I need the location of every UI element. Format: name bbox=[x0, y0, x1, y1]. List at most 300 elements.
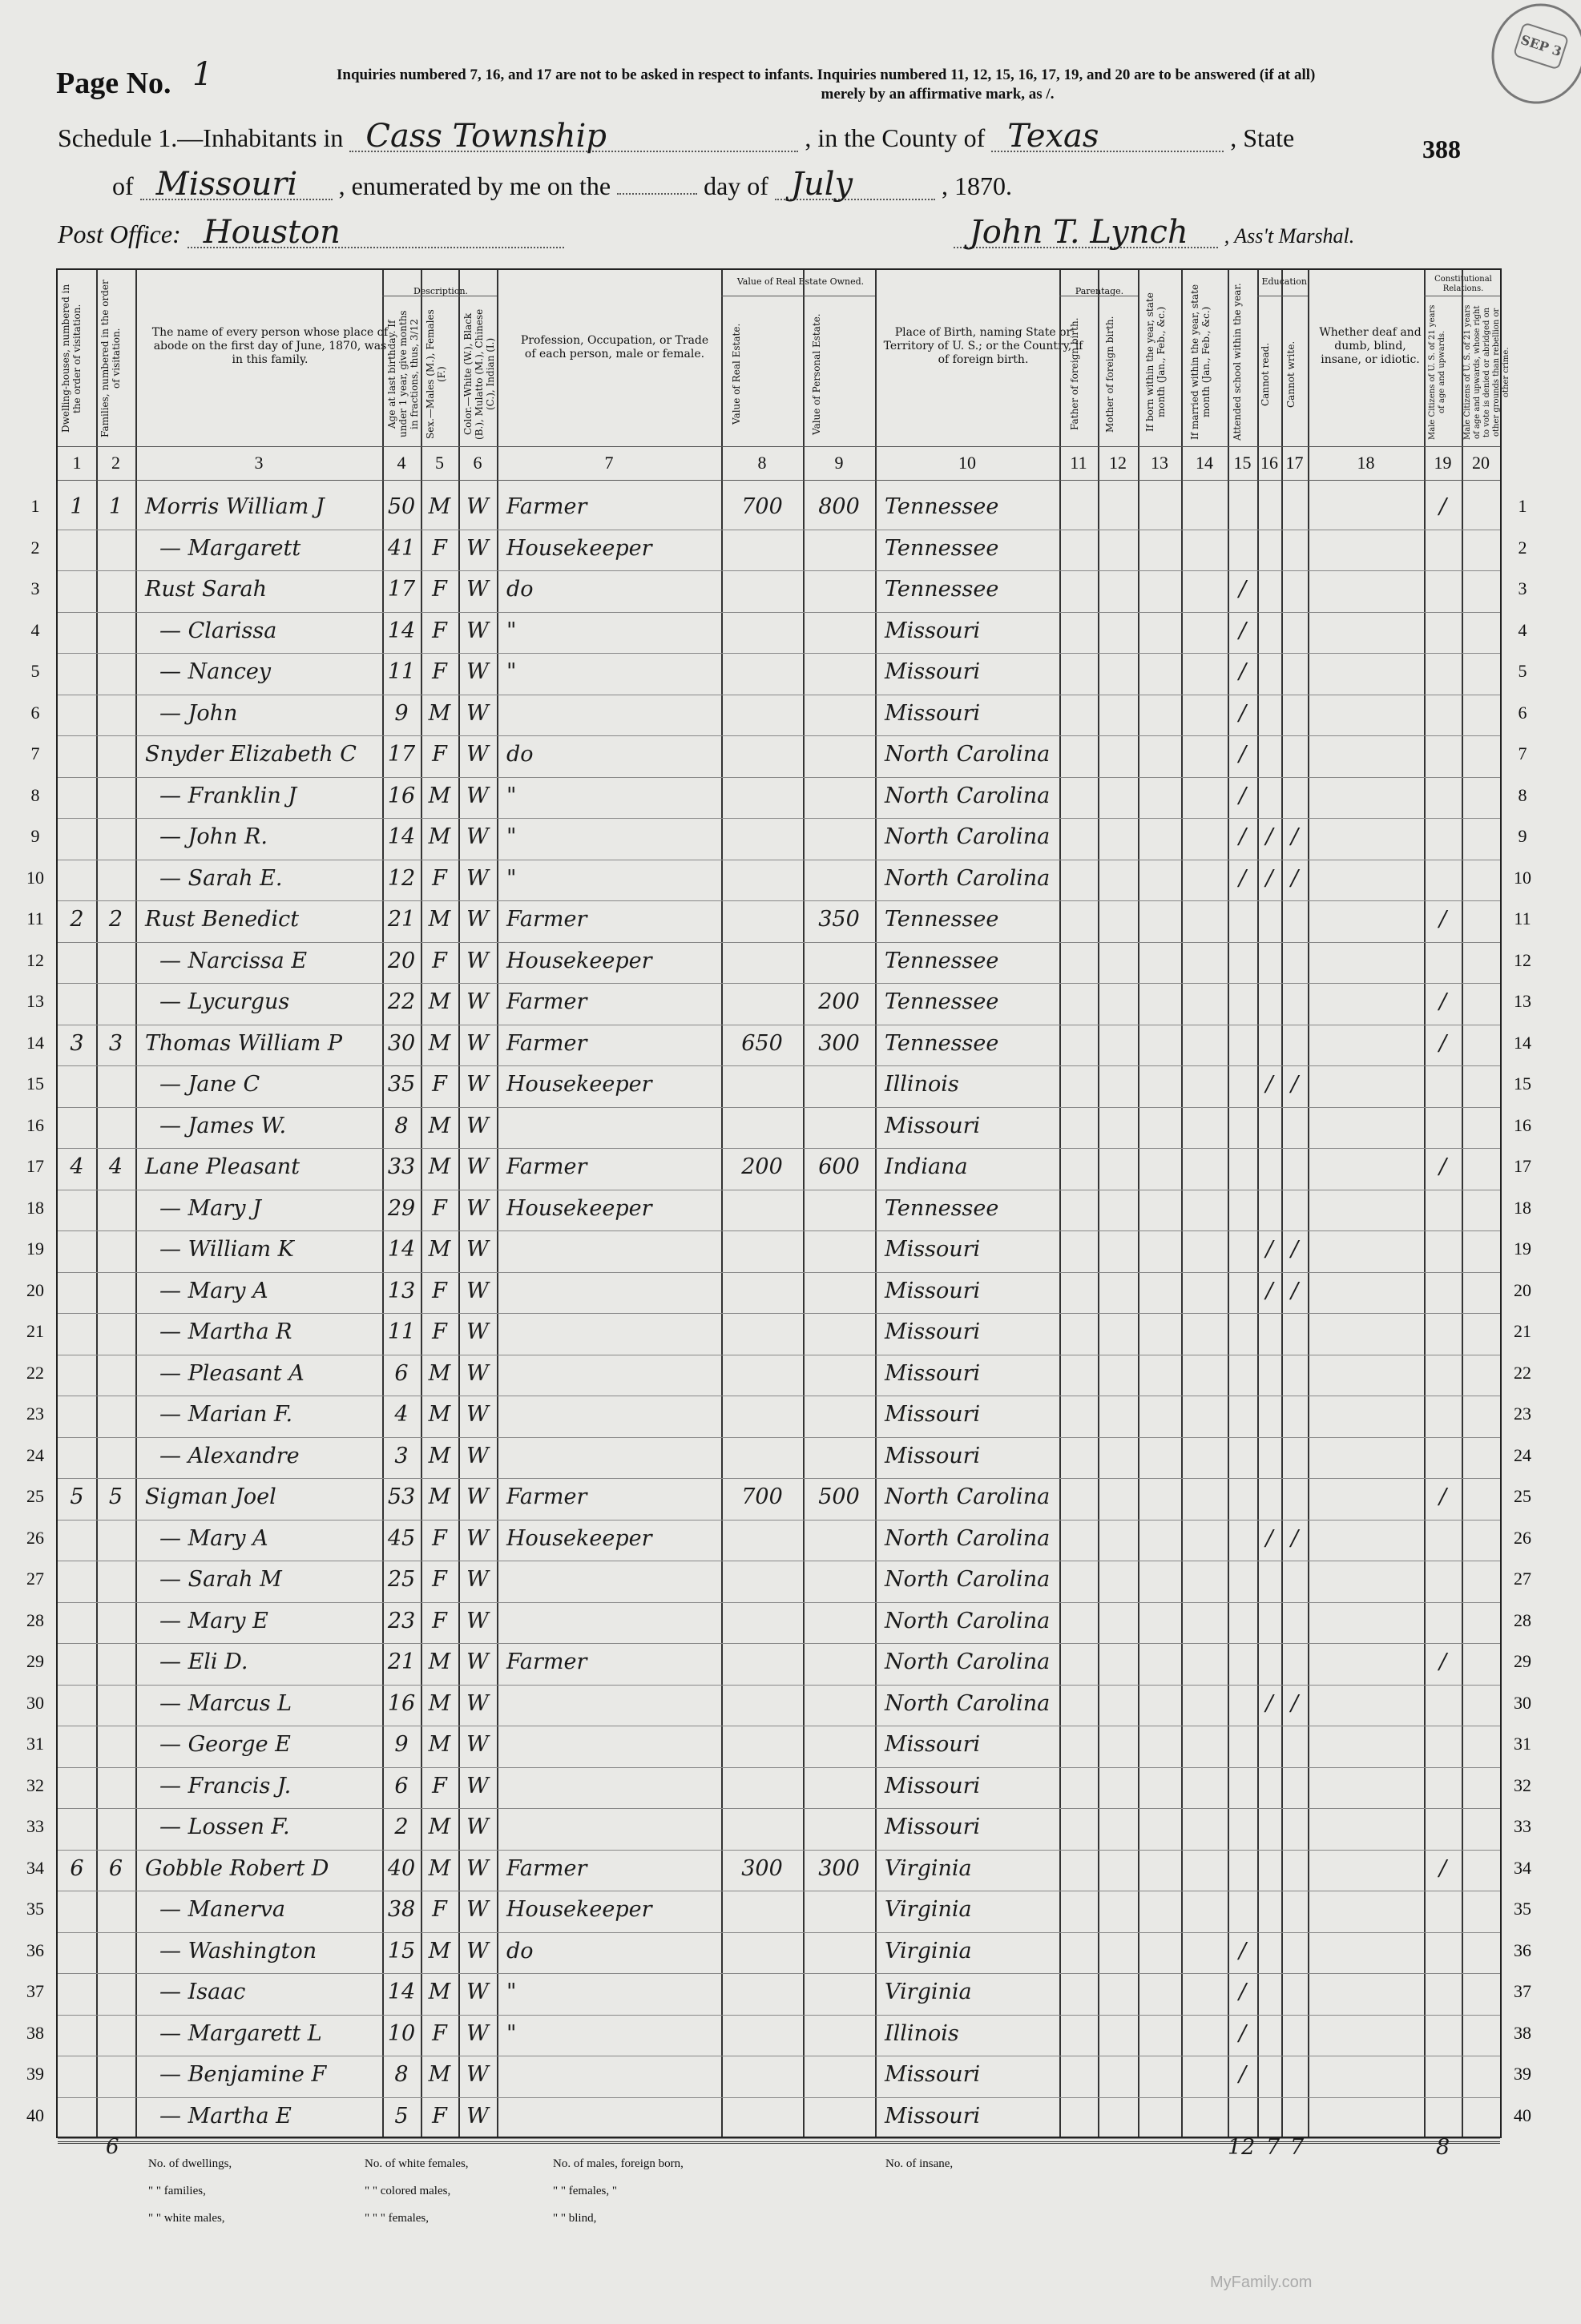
line-number-left: 14 bbox=[26, 1032, 44, 1053]
summary-footer bbox=[56, 2135, 1498, 2255]
birthplace: Missouri bbox=[885, 2062, 981, 2087]
person-name: — Margarett bbox=[159, 535, 301, 561]
age: 14 bbox=[387, 824, 416, 849]
age: 3 bbox=[394, 1443, 409, 1468]
birthplace: North Carolina bbox=[885, 783, 1051, 808]
cannot-write: / bbox=[1290, 1690, 1299, 1716]
state-label: , State bbox=[1230, 123, 1295, 152]
person-name: — Benjamine F bbox=[159, 2062, 327, 2087]
birthplace: Missouri bbox=[885, 1402, 981, 1427]
color: W bbox=[466, 865, 489, 891]
sex: F bbox=[432, 1773, 447, 1798]
person-name: — Lycurgus bbox=[159, 989, 290, 1014]
birthplace: Missouri bbox=[885, 1732, 981, 1757]
line-number-left: 24 bbox=[26, 1444, 44, 1465]
table-row bbox=[58, 1932, 1500, 1933]
sex: F bbox=[432, 1525, 447, 1551]
month-field: July bbox=[775, 170, 935, 200]
line-number-right: 17 bbox=[1514, 1156, 1531, 1176]
attended-school: / bbox=[1238, 1938, 1247, 1964]
person-name: — Sarah E. bbox=[159, 865, 283, 891]
person-name: — Mary J bbox=[159, 1195, 261, 1221]
column-number-2: 2 bbox=[111, 453, 120, 473]
color: W bbox=[466, 907, 489, 932]
occupation: " bbox=[506, 2020, 517, 2046]
line-number-right: 12 bbox=[1514, 949, 1531, 970]
header-col-2: Families, numbered in the order of visitation. bbox=[99, 280, 122, 437]
enumeration-line bbox=[112, 166, 1012, 203]
line-number-left: 12 bbox=[26, 949, 44, 970]
watermark: MyFamily.com bbox=[1210, 2274, 1313, 2291]
sex: F bbox=[432, 659, 447, 684]
schedule-label: Schedule 1.—Inhabitants in bbox=[58, 123, 344, 152]
line-number-right: 9 bbox=[1518, 826, 1527, 846]
sex: F bbox=[432, 1897, 447, 1922]
column-number-16: 16 bbox=[1260, 453, 1278, 473]
table-row bbox=[58, 1230, 1500, 1231]
table-row bbox=[58, 2097, 1500, 2098]
person-name: Thomas William P bbox=[145, 1030, 343, 1056]
age: 9 bbox=[394, 700, 409, 726]
table-row bbox=[58, 1437, 1500, 1438]
birthplace: North Carolina bbox=[885, 742, 1051, 767]
color: W bbox=[466, 1567, 489, 1592]
birthplace: Tennessee bbox=[885, 948, 999, 973]
color: W bbox=[466, 700, 489, 726]
age: 45 bbox=[387, 1525, 416, 1551]
age: 40 bbox=[387, 1855, 416, 1881]
sex: M bbox=[428, 989, 451, 1014]
age: 50 bbox=[387, 494, 416, 519]
dwelling-number: 3 bbox=[70, 1030, 84, 1056]
header-rule bbox=[58, 480, 1500, 481]
cannot-write: / bbox=[1290, 824, 1299, 849]
attended-school: / bbox=[1238, 618, 1247, 643]
person-name: Morris William J bbox=[145, 494, 325, 519]
table-row bbox=[58, 1313, 1500, 1314]
color: W bbox=[466, 989, 489, 1014]
birthplace: Tennessee bbox=[885, 577, 999, 602]
sex: M bbox=[428, 1360, 451, 1386]
birthplace: Missouri bbox=[885, 1319, 981, 1344]
family-number: 4 bbox=[108, 1154, 123, 1179]
line-number-right: 10 bbox=[1514, 867, 1531, 888]
sex: F bbox=[432, 2103, 447, 2129]
birthplace: Virginia bbox=[885, 1980, 972, 2004]
column-number-9: 9 bbox=[834, 453, 844, 473]
birthplace: Missouri bbox=[885, 1443, 981, 1468]
age: 9 bbox=[394, 1732, 409, 1757]
line-number-right: 25 bbox=[1514, 1486, 1531, 1506]
color: W bbox=[466, 1030, 489, 1056]
person-name: — Alexandre bbox=[159, 1443, 300, 1468]
column-divider bbox=[1098, 270, 1099, 2137]
age: 30 bbox=[387, 1030, 416, 1056]
color: W bbox=[466, 1237, 489, 1262]
birthplace: North Carolina bbox=[885, 1484, 1051, 1509]
header-col-16: Cannot read. bbox=[1260, 342, 1271, 406]
line-number-right: 2 bbox=[1518, 537, 1527, 558]
person-name: — George E bbox=[159, 1732, 291, 1757]
column-divider bbox=[1281, 270, 1283, 2137]
person-name: — Franklin J bbox=[159, 783, 297, 808]
line-number-left: 7 bbox=[30, 743, 40, 763]
tally-school: 12 bbox=[1228, 2135, 1256, 2160]
age: 20 bbox=[387, 948, 416, 973]
male-citizen: / bbox=[1438, 907, 1447, 932]
cannot-read: / bbox=[1265, 1237, 1273, 1262]
color: W bbox=[466, 2062, 489, 2087]
occupation: " bbox=[506, 824, 517, 849]
table-row bbox=[58, 1808, 1500, 1809]
age: 33 bbox=[387, 1154, 416, 1179]
year-label: , 1870. bbox=[941, 171, 1012, 200]
line-number-right: 18 bbox=[1514, 1197, 1531, 1218]
person-name: — John bbox=[159, 700, 238, 726]
line-number-right: 28 bbox=[1514, 1609, 1531, 1630]
sex: M bbox=[428, 824, 451, 849]
personal-estate-value: 350 bbox=[818, 907, 860, 932]
line-number-left: 15 bbox=[26, 1073, 44, 1094]
color: W bbox=[466, 494, 489, 519]
male-citizen: / bbox=[1438, 494, 1447, 519]
occupation: Farmer bbox=[506, 907, 587, 932]
occupation: Farmer bbox=[506, 1484, 587, 1509]
column-divider bbox=[1138, 270, 1139, 2137]
attended-school: / bbox=[1238, 1980, 1247, 2004]
table-row bbox=[58, 612, 1500, 613]
cannot-read: / bbox=[1265, 824, 1273, 849]
header-col-7: Profession, Occupation, or Trade of each person, male or female. bbox=[520, 334, 709, 360]
birthplace: North Carolina bbox=[885, 1690, 1051, 1716]
table-row bbox=[58, 653, 1500, 654]
occupation: " bbox=[506, 783, 517, 808]
day-of-label: day of bbox=[704, 171, 768, 200]
line-number-left: 20 bbox=[26, 1279, 44, 1300]
color: W bbox=[466, 1360, 489, 1386]
age: 8 bbox=[394, 1113, 409, 1138]
line-number-right: 24 bbox=[1514, 1444, 1531, 1465]
column-number-11: 11 bbox=[1070, 453, 1087, 473]
birthplace: North Carolina bbox=[885, 1649, 1051, 1674]
person-name: Rust Sarah bbox=[145, 577, 267, 602]
table-row bbox=[58, 818, 1500, 819]
column-number-10: 10 bbox=[958, 453, 976, 473]
attended-school: / bbox=[1238, 2062, 1247, 2087]
line-number-left: 6 bbox=[30, 702, 40, 723]
header-col-19: Male Citizens of U. S. of 21 years of age and upwards. bbox=[1428, 304, 1446, 440]
person-name: Rust Benedict bbox=[145, 907, 300, 932]
line-number-right: 40 bbox=[1514, 2104, 1531, 2125]
footer-white-males: " " white males, bbox=[148, 2212, 225, 2225]
header-description: Description. bbox=[413, 286, 469, 296]
sex: M bbox=[428, 1402, 451, 1427]
sex: F bbox=[432, 1195, 447, 1221]
line-number-right: 3 bbox=[1518, 578, 1527, 598]
sex: F bbox=[432, 742, 447, 767]
dwelling-number: 1 bbox=[70, 494, 84, 519]
line-number-right: 37 bbox=[1514, 1981, 1531, 2001]
attended-school: / bbox=[1238, 865, 1247, 891]
color: W bbox=[466, 948, 489, 973]
footer-foreign-males: No. of males, foreign born, bbox=[553, 2157, 684, 2170]
sheet-number: 388 bbox=[1422, 135, 1461, 163]
tally-cannot-write: 7 bbox=[1290, 2135, 1305, 2160]
of-label: of bbox=[112, 171, 134, 200]
sex: M bbox=[428, 1855, 451, 1881]
line-number-right: 23 bbox=[1514, 1404, 1531, 1424]
occupation: do bbox=[506, 1938, 534, 1964]
attended-school: / bbox=[1238, 2020, 1247, 2046]
sex: M bbox=[428, 1030, 451, 1056]
header-col-1: Dwelling-houses, numbered in the order of visitation. bbox=[60, 284, 83, 433]
inquiry-notice bbox=[337, 66, 1539, 104]
birthplace: Missouri bbox=[885, 1237, 981, 1262]
person-name: — Marcus L bbox=[159, 1690, 292, 1716]
sex: M bbox=[428, 1938, 451, 1964]
occupation: " bbox=[506, 1980, 517, 2004]
notice-line-2: merely by an affirmative mark, as /. bbox=[821, 86, 1055, 103]
birthplace: Tennessee bbox=[885, 907, 999, 932]
line-number-right: 36 bbox=[1514, 1939, 1531, 1960]
attended-school: / bbox=[1238, 783, 1247, 808]
real-estate-value: 650 bbox=[741, 1030, 783, 1056]
line-number-right: 5 bbox=[1518, 661, 1527, 681]
line-number-left: 33 bbox=[26, 1816, 44, 1836]
line-number-right: 30 bbox=[1514, 1692, 1531, 1713]
county-field: Texas bbox=[991, 122, 1224, 152]
line-number-left: 39 bbox=[26, 2064, 44, 2084]
color: W bbox=[466, 1773, 489, 1798]
age: 16 bbox=[387, 1690, 416, 1716]
person-name: — Isaac bbox=[159, 1980, 246, 2004]
line-number-left: 36 bbox=[26, 1939, 44, 1960]
sex: F bbox=[432, 618, 447, 643]
birthplace: Missouri bbox=[885, 618, 981, 643]
header-col-5: Sex.—Males (M.), Females (F.) bbox=[425, 309, 447, 439]
person-name: — Margarett L bbox=[159, 2020, 322, 2046]
header-col-20: Male Citizens of U. S. of 21 years of age and upwards, whose right to vote is denied or abridged on other grounds than rebellion or other crime. bbox=[1463, 304, 1510, 440]
attended-school: / bbox=[1238, 700, 1247, 726]
line-number-right: 27 bbox=[1514, 1569, 1531, 1589]
personal-estate-value: 300 bbox=[818, 1030, 860, 1056]
male-citizen: / bbox=[1438, 1484, 1447, 1509]
age: 29 bbox=[387, 1195, 416, 1221]
header-education: Education. bbox=[1261, 276, 1310, 287]
age: 23 bbox=[387, 1608, 416, 1633]
footer-blind: " " blind, bbox=[553, 2212, 597, 2225]
column-divider bbox=[1228, 270, 1229, 2137]
attended-school: / bbox=[1238, 659, 1247, 684]
line-number-right: 38 bbox=[1514, 2022, 1531, 2043]
sex: F bbox=[432, 535, 447, 561]
cannot-write: / bbox=[1290, 865, 1299, 891]
footer-white-females: No. of white females, bbox=[365, 2157, 469, 2170]
real-estate-value: 300 bbox=[741, 1855, 783, 1881]
occupation: " bbox=[506, 618, 517, 643]
header-col-18: Whether deaf and dumb, blind, insane, or idiotic. bbox=[1319, 326, 1422, 366]
sex: M bbox=[428, 1649, 451, 1674]
footer-colored-males: " " colored males, bbox=[365, 2185, 451, 2197]
footer-colored-females: " " " females, bbox=[365, 2212, 430, 2225]
header-col-15: Attended school within the year. bbox=[1232, 283, 1243, 441]
color: W bbox=[466, 1897, 489, 1922]
header-value-group: Value of Real Estate Owned. bbox=[736, 276, 865, 287]
tally-citizens: 8 bbox=[1436, 2135, 1450, 2160]
marshal-field: John T. Lynch bbox=[954, 218, 1218, 248]
person-name: — James W. bbox=[159, 1113, 287, 1138]
occupation: Farmer bbox=[506, 1030, 587, 1056]
table-row bbox=[58, 735, 1500, 736]
color: W bbox=[466, 1402, 489, 1427]
column-number-17: 17 bbox=[1285, 453, 1304, 473]
table-row bbox=[58, 1148, 1500, 1149]
sex: M bbox=[428, 1814, 451, 1839]
occupation: " bbox=[506, 865, 517, 891]
sex: M bbox=[428, 2062, 451, 2087]
line-number-left: 30 bbox=[26, 1692, 44, 1713]
birthplace: North Carolina bbox=[885, 865, 1051, 891]
person-name: — Nancey bbox=[159, 659, 272, 684]
male-citizen: / bbox=[1438, 1030, 1447, 1056]
line-number-right: 1 bbox=[1518, 496, 1527, 516]
header-col-3: The name of every person whose place of abode on the first day of June, 1870, was in this family. bbox=[151, 326, 389, 366]
post-office-line bbox=[58, 214, 1355, 251]
age: 15 bbox=[387, 1938, 416, 1964]
line-number-right: 8 bbox=[1518, 784, 1527, 805]
personal-estate-value: 500 bbox=[818, 1484, 860, 1509]
column-number-5: 5 bbox=[435, 453, 444, 473]
header-col-17: Cannot write. bbox=[1285, 340, 1297, 408]
occupation: " bbox=[506, 659, 517, 684]
person-name: — Jane C bbox=[159, 1072, 260, 1097]
person-name: — Martha E bbox=[159, 2103, 292, 2129]
cannot-read: / bbox=[1265, 1278, 1273, 1303]
line-number-left: 10 bbox=[26, 867, 44, 888]
line-number-left: 18 bbox=[26, 1197, 44, 1218]
occupation: Housekeeper bbox=[506, 1525, 652, 1551]
person-name: — Clarissa bbox=[159, 618, 277, 643]
real-estate-value: 200 bbox=[741, 1154, 783, 1179]
line-number-left: 23 bbox=[26, 1404, 44, 1424]
column-number-7: 7 bbox=[604, 453, 614, 473]
line-number-right: 19 bbox=[1514, 1239, 1531, 1259]
age: 8 bbox=[394, 2062, 409, 2087]
person-name: Sigman Joel bbox=[145, 1484, 276, 1509]
color: W bbox=[466, 1649, 489, 1674]
occupation: Farmer bbox=[506, 1855, 587, 1881]
cannot-read: / bbox=[1265, 1072, 1273, 1097]
cannot-write: / bbox=[1290, 1072, 1299, 1097]
occupation: Housekeeper bbox=[506, 535, 652, 561]
table-row bbox=[58, 1107, 1500, 1108]
table-row bbox=[58, 1643, 1500, 1644]
footer-foreign-females: " " females, " bbox=[553, 2185, 618, 2197]
age: 41 bbox=[387, 535, 416, 561]
sex: F bbox=[432, 577, 447, 602]
person-name: — Martha R bbox=[159, 1319, 292, 1344]
age: 4 bbox=[394, 1402, 409, 1427]
line-number-right: 32 bbox=[1514, 1774, 1531, 1795]
cannot-write: / bbox=[1290, 1525, 1299, 1551]
stamp-date: SEP 3 bbox=[1513, 22, 1570, 70]
table-row bbox=[58, 1602, 1500, 1603]
table-row bbox=[58, 1973, 1500, 1974]
table-row bbox=[58, 570, 1500, 571]
color: W bbox=[466, 1608, 489, 1633]
column-divider bbox=[1181, 270, 1183, 2137]
line-number-right: 31 bbox=[1514, 1734, 1531, 1754]
column-number-13: 13 bbox=[1151, 453, 1168, 473]
birthplace: North Carolina bbox=[885, 1567, 1051, 1592]
header-col-11: Father of foreign birth. bbox=[1069, 317, 1080, 431]
birthplace: Missouri bbox=[885, 659, 981, 684]
occupation: Housekeeper bbox=[506, 1897, 652, 1922]
line-number-left: 2 bbox=[30, 537, 40, 558]
sex: F bbox=[432, 1608, 447, 1633]
color: W bbox=[466, 1278, 489, 1303]
birthplace: Missouri bbox=[885, 1814, 981, 1839]
color: W bbox=[466, 1732, 489, 1757]
sex: F bbox=[432, 1319, 447, 1344]
cannot-read: / bbox=[1265, 1690, 1273, 1716]
line-number-left: 29 bbox=[26, 1651, 44, 1671]
birthplace: Missouri bbox=[885, 1113, 981, 1138]
sex: F bbox=[432, 1072, 447, 1097]
age: 12 bbox=[387, 865, 416, 891]
color: W bbox=[466, 1814, 489, 1839]
age: 2 bbox=[394, 1814, 409, 1839]
line-number-right: 16 bbox=[1514, 1114, 1531, 1135]
dwellings-total: 6 bbox=[106, 2135, 119, 2159]
male-citizen: / bbox=[1438, 1154, 1447, 1179]
color: W bbox=[466, 1319, 489, 1344]
table-row bbox=[58, 900, 1500, 901]
birthplace: Missouri bbox=[885, 700, 981, 726]
person-name: — Mary E bbox=[159, 1608, 268, 1633]
line-number-left: 26 bbox=[26, 1527, 44, 1548]
color: W bbox=[466, 577, 489, 602]
header-col-14: If married within the year, state month (Jan., Feb., &c.) bbox=[1189, 284, 1212, 441]
column-divider bbox=[875, 270, 877, 2137]
personal-estate-value: 300 bbox=[818, 1855, 860, 1881]
occupation: Farmer bbox=[506, 494, 587, 519]
occupation: Housekeeper bbox=[506, 1195, 652, 1221]
birthplace: Tennessee bbox=[885, 989, 999, 1014]
column-number-12: 12 bbox=[1109, 453, 1127, 473]
age: 13 bbox=[387, 1278, 416, 1303]
table-row bbox=[58, 983, 1500, 984]
color: W bbox=[466, 1072, 489, 1097]
occupation: Farmer bbox=[506, 1649, 587, 1674]
line-number-left: 17 bbox=[26, 1156, 44, 1176]
age: 17 bbox=[387, 742, 416, 767]
family-number: 5 bbox=[108, 1484, 123, 1509]
cannot-write: / bbox=[1290, 1237, 1299, 1262]
column-number-8: 8 bbox=[757, 453, 767, 473]
personal-estate-value: 600 bbox=[818, 1154, 860, 1179]
person-name: — Marian F. bbox=[159, 1402, 293, 1427]
footer-insane: No. of insane, bbox=[885, 2157, 954, 2170]
line-number-left: 11 bbox=[26, 908, 44, 928]
age: 22 bbox=[387, 989, 416, 1014]
header-rule bbox=[58, 446, 1500, 447]
color: W bbox=[466, 1855, 489, 1881]
line-number-right: 26 bbox=[1514, 1527, 1531, 1548]
table-row bbox=[58, 1767, 1500, 1768]
family-number: 3 bbox=[108, 1030, 123, 1056]
state-field: Missouri bbox=[140, 170, 333, 200]
